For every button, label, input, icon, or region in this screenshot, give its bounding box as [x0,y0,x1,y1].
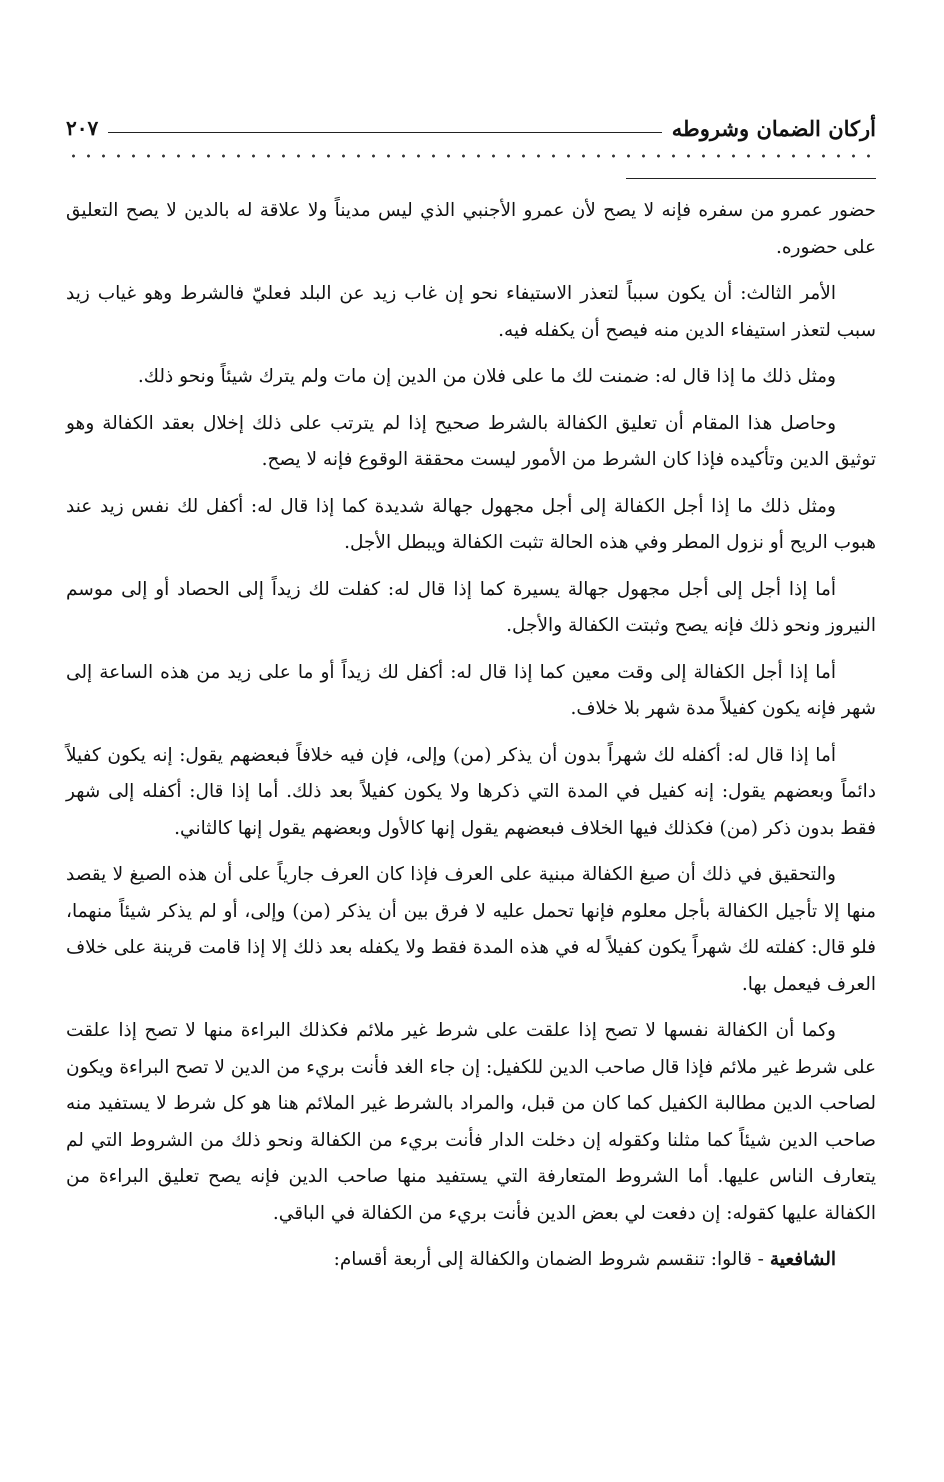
page-number: ٢٠٧ [66,116,99,140]
paragraph: ومثل ذلك ما إذا أجل الكفالة إلى أجل مجهول جهالة شديدة كما إذا قال له: أكفل لك نفس زيد عند هبوب الريح أو نزول المطر وفي هذه الحالة تثبت الكفالة ويبطل الأجل. [66,495,876,553]
page-header [66,108,876,148]
section-rule [626,178,876,179]
section-label: الشافعية [769,1249,836,1270]
chapter-title: أركان الضمان وشروطه [671,115,876,141]
paragraph: أما إذا أجل الكفالة إلى وقت معين كما إذا قال له: أكفل لك زيداً أو ما على زيد من هذه الساعة إلى شهر فإنه يكون كفيلاً مدة شهر بلا خلاف. [66,661,876,719]
paragraph: أما إذا أجل إلى أجل مجهول جهالة يسيرة كما إذا قال له: كفلت لك زيداً إلى الحصاد أو إلى موسم النيروز ونحو ذلك فإنه يصح وثبتت الكفالة والأجل. [66,578,876,636]
section-intro-line [66,1242,876,1279]
paragraph: والتحقيق في ذلك أن صيغ الكفالة مبنية على العرف فإذا كان العرف جارياً على أن هذه الصيغ لا يقصد منها إلا تأجيل الكفالة بأجل معلوم فإنها تحمل عليه لا فرق بين أن يذكر (من) وإلى، أو لم يذكر شيئاً منهما، فلو قال: كفلته لك شهراً يكون كفيلاً له في هذه المدة فقط ولا يكفله بعد ذلك إلا إذا قامت قرينة على خلاف العرف فيعمل بها. [66,864,876,995]
paragraph: الأمر الثالث: أن يكون سبباً لتعذر الاستيفاء نحو إن غاب زيد عن البلد فعليّ فالشرط وهو غياب زيد سبب لتعذر استيفاء الدين منه فيصح أن يكفله فيه. [66,283,876,341]
paragraph: وحاصل هذا المقام أن تعليق الكفالة بالشرط صحيح إذا لم يترتب على ذلك إخلال بعقد الكفالة وهو توثيق الدين وتأكيده فإذا كان الشرط من الأمور ليست محققة الوقوع فإنه لا يصح. [66,412,876,470]
section-intro-text: - قالوا: تنقسم شروط الضمان والكفالة إلى أربعة أقسام: [333,1249,764,1270]
header-rule [108,132,662,133]
paragraph: ومثل ذلك ما إذا قال له: ضمنت لك ما على فلان من الدين إن مات ولم يترك شيئاً ونحو ذلك. [137,366,836,387]
book-page [66,108,876,1289]
dotted-separator [66,150,876,162]
paragraph: أما إذا قال له: أكفله لك شهراً بدون أن يذكر (من) وإلى، فإن فيه خلافاً فبعضهم يقول: إنه يكون كفيلاً دائماً وبعضهم يقول: إنه كفيل في المدة التي ذكرها ولا يكون كفيلاً بعد ذلك. أما إذا قال: أكفله إلى شهر فقط بدون ذكر (من) فكذلك فيها الخلاف فبعضهم يقول إنها كالأول وبعضهم يقول إنها كالثاني. [66,744,876,839]
page-body [66,193,876,1279]
paragraph: وكما أن الكفالة نفسها لا تصح إذا علقت على شرط غير ملائم فكذلك البراءة منها لا تصح إذا علقت على شرط غير ملائم فإذا قال صاحب الدين للكفيل: إن جاء الغد فأنت بريء من الدين لا تصح البراءة ويكون لصاحب الدين مطالبة الكفيل كما كان من قبل، والمراد بالشرط غير الملائم هنا هو كل شرط لا يستفيد منه صاحب الدين شيئاً كما مثلنا وكقوله إن دخلت الدار فأنت بريء من الكفالة ونحو ذلك من الشروط التي لم يتعارف الناس عليها. أما الشروط المتعارفة التي يستفيد منها صاحب الدين فإنه يصح تعليق البراءة من الكفالة عليها كقوله: إن دفعت لي بعض الدين فأنت بريء من الكفالة في الباقي. [66,1020,876,1224]
paragraph: حضور عمرو من سفره فإنه لا يصح لأن عمرو الأجنبي الذي ليس مديناً ولا علاقة له بالدين لا يصح التعليق على حضوره. [66,200,876,258]
